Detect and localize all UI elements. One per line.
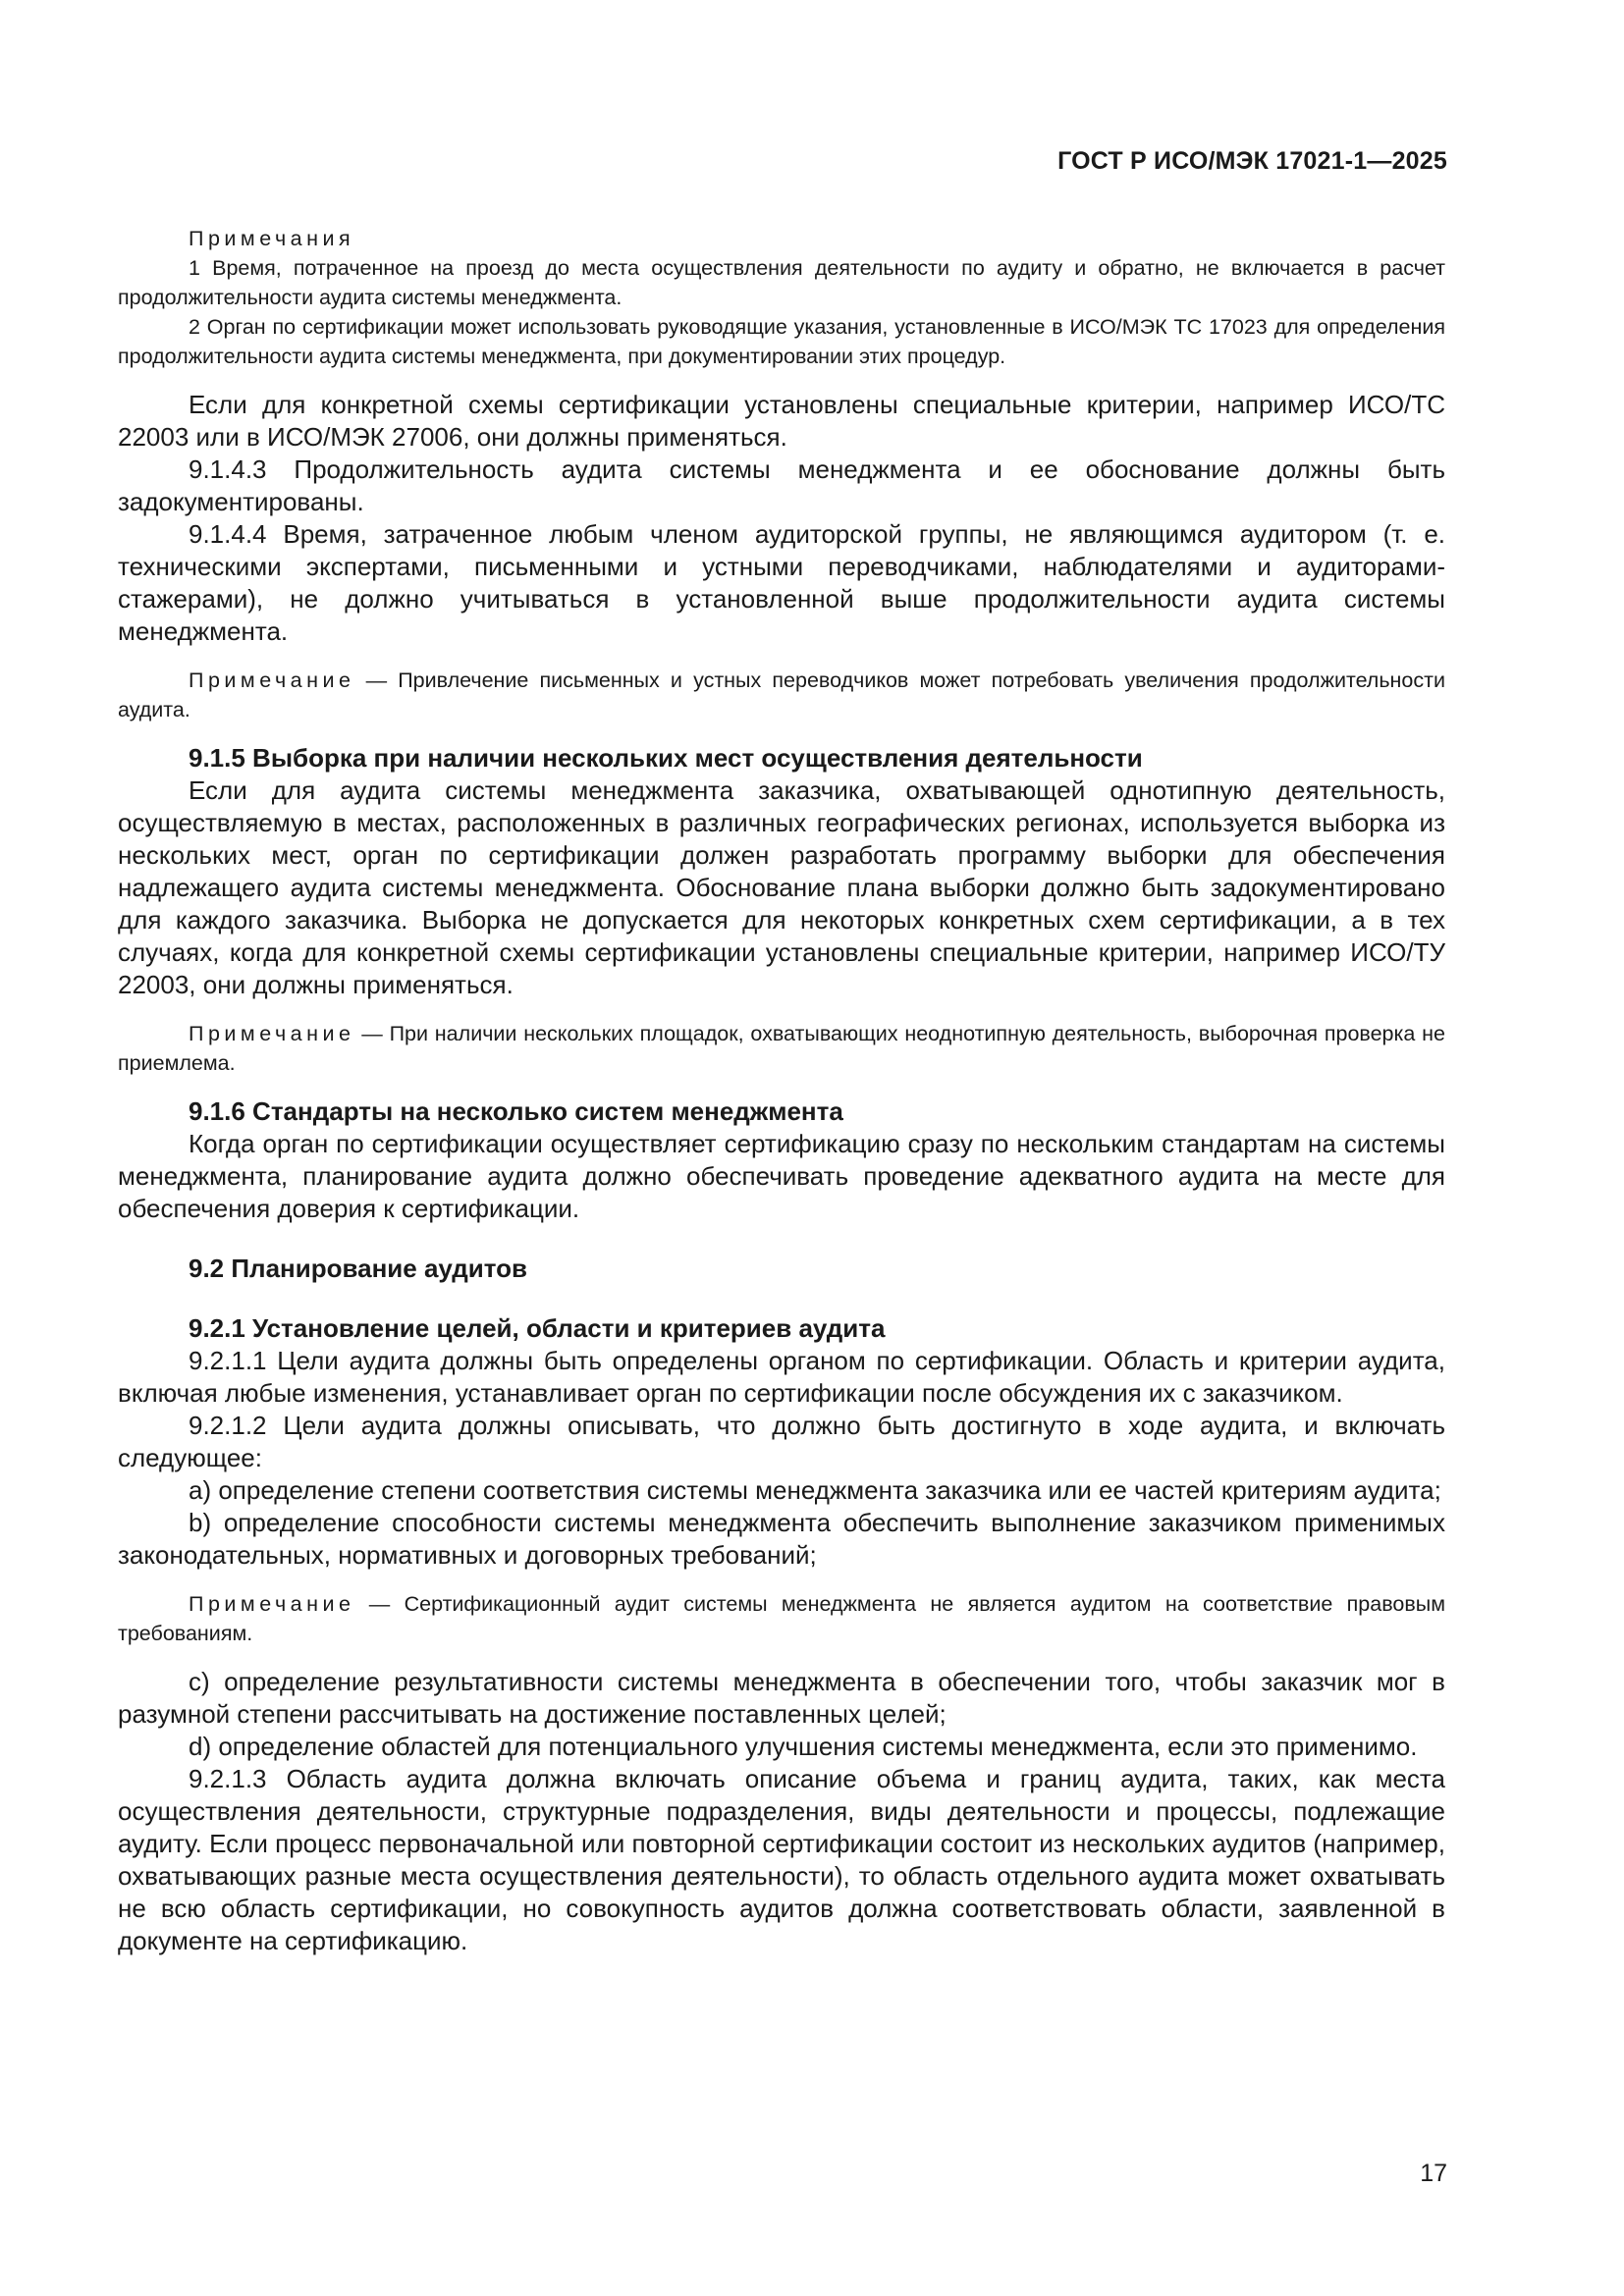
note-label: Примечание [189,1592,355,1616]
list-item-c: c) определение результативности системы менеджмента в обеспечении того, чтобы заказчик мог в разумной степени рассчитывать на достижение поставленных целей; [118,1667,1445,1729]
paragraph-9-1-4-3: 9.1.4.3 Продолжительность аудита системы менеджмента и ее обоснование должны быть задокументированы. [118,454,1445,516]
list-item-b: b) определение способности системы менеджмента обеспечить выполнение заказчиком применимых законодательных, нормативных и договорных требований; [118,1508,1445,1570]
note-label: Примечания [189,227,355,250]
paragraph-9-2-1-1: 9.2.1.1 Цели аудита должны быть определены органом по сертификации. Область и критерии аудита, включая любые изменения, устанавливает орган по сертификации после обсуждения их с заказчиком. [118,1346,1445,1408]
note-translators [118,666,1445,724]
section-heading-9-2: 9.2 Планирование аудитов [189,1254,527,1283]
note-legal [118,1589,1445,1648]
note-text: — Привлечение письменных и устных переводчиков может потребовать увеличения продолжительности аудита. [118,668,1445,721]
paragraph-9-2-1-2: 9.2.1.2 Цели аудита должны описывать, что должно быть достигнуто в ходе аудита, и включать следующее: [118,1411,1445,1472]
paragraph-9-1-5: Если для аудита системы менеджмента заказчика, охватывающей однотипную деятельность, осуществляемую в местах, расположенных в различных географических регионах, используется выборка из нескольких мест, орган по сертификации должен разработать программу выборки для обеспечения надлежащего аудита системы менеджмента. Обоснование плана выборки должно быть задокументировано для каждого заказчика. Выборка не допускается для некоторых конкретных схем сертификации, а в тех случаях, когда для конкретной схемы сертификации установлены специальные критерии, например ИСО/ТУ 22003, они должны применяться. [118,775,1445,999]
paragraph-9-2-1-3: 9.2.1.3 Область аудита должна включать описание объема и границ аудита, таких, как места осуществления деятельности, структурные подразделения, виды деятельности и процессы, подлежащие аудиту. Если процесс первоначальной или повторной сертификации состоит из нескольких аудитов (например, охватывающих разные места осуществления деятельности), то область отдельного аудита может охватывать не всю область сертификации, но совокупность аудитов должна соответствовать области, заявленной в документе на сертификацию. [118,1764,1445,1955]
note-sites [118,1019,1445,1078]
note-text: — При наличии нескольких площадок, охватывающих неоднотипную деятельность, выборочная проверка не приемлема. [118,1022,1445,1075]
paragraph-9-1-4-4: 9.1.4.4 Время, затраченное любым членом аудиторской группы, не являющимся аудитором (т. е. техническими экспертами, письменными и устными переводчиками, наблюдателями и аудиторами-стажерами), не должно учитываться в установленной выше продолжительности аудита системы менеджмента. [118,519,1445,646]
page-number: 17 [1420,2160,1447,2187]
note-label: Примечание [189,668,355,692]
note-text: — Сертификационный аудит системы менеджмента не является аудитом на соответствие правовым требованиям. [118,1592,1445,1645]
section-heading-9-2-1: 9.2.1 Установление целей, области и критериев аудита [189,1313,886,1343]
paragraph-criteria: Если для конкретной схемы сертификации установлены специальные критерии, например ИСО/ТС 22003 или в ИСО/МЭК 27006, они должны применяться. [118,390,1445,452]
note-2: 2 Орган по сертификации может использовать руководящие указания, установленные в ИСО/МЭК ТС 17023 для определения продолжительности аудита системы менеджмента, при документировании этих процедур. [118,315,1445,368]
note-label: Примечание [189,1022,355,1045]
note-1: 1 Время, потраченное на проезд до места осуществления деятельности по аудиту и обратно, не включается в расчет продолжительности аудита системы менеджмента. [118,256,1445,309]
section-heading-9-1-5: 9.1.5 Выборка при наличии нескольких мест осуществления деятельности [189,743,1143,773]
document-body [118,224,1445,1957]
list-item-d: d) определение областей для потенциального улучшения системы менеджмента, если это применимо. [189,1732,1418,1761]
notes-heading [118,224,1445,253]
list-item-a: a) определение степени соответствия системы менеджмента заказчика или ее частей критериям аудита; [189,1475,1441,1505]
document-header: ГОСТ Р ИСО/МЭК 17021-1—2025 [1057,147,1447,175]
paragraph-9-1-6: Когда орган по сертификации осуществляет сертификацию сразу по нескольким стандартам на системы менеджмента, планирование аудита должно обеспечивать проведение адекватного аудита на месте для обеспечения доверия к сертификации. [118,1129,1445,1223]
section-heading-9-1-6: 9.1.6 Стандарты на несколько систем менеджмента [189,1096,843,1126]
